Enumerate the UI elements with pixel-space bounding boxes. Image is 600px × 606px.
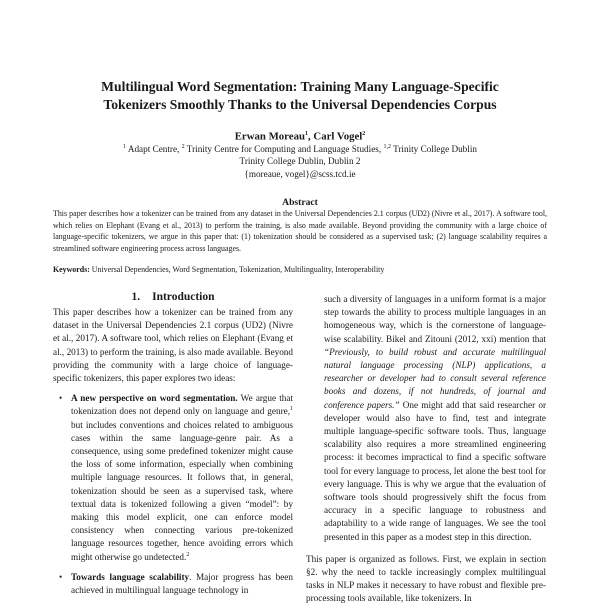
bullet-word-segmentation [53, 392, 293, 564]
section-title: Introduction [152, 291, 215, 303]
paper-title [40, 78, 560, 114]
right-column [306, 293, 546, 606]
author-2: Carl Vogel [313, 130, 363, 143]
bullet-2-text-left: been achieved in multilingual language technology in [71, 571, 293, 596]
affiliation-line-2: Trinity College Dublin, Dublin 2 [239, 156, 361, 167]
bullet-2-text-start: . Major progress has [189, 571, 276, 582]
bullet-icon: • [59, 571, 63, 582]
bullet-1-heading: A new perspective on word segmentation. [71, 393, 238, 404]
affil-tcd: Trinity College Dublin [390, 144, 477, 155]
bikel-zitouni-quote: “Previously, to build robust and accurate multilingual natural language processing (NLP) applications, a researcher or developer had to consult several reference books and dozens, if not hundreds, of journal and conference papers.” [324, 346, 546, 410]
author-1-affil-mark: 1 [304, 131, 308, 137]
affil-tcd-centre: Trinity Centre for Computing and Language Studies, [184, 144, 384, 155]
bullet-language-scalability [53, 571, 293, 597]
affil-mark-2: 2 [181, 144, 185, 150]
section-number: 1. [131, 291, 141, 303]
bullet-2-text-b: One might add that said researcher or developer would also have to find, test and integrate multiple language-specific software tools. Thus, language scalability also requires a more streamlined engineering process: it becomes impractical to find a specific software tool for every language to process, let alone the best tool for every language. This is why we argue that the evaluation of software tools should progressively shift the focus from accuracy in a specific language to robustness and adaptability to a wide range of languages. We see the tool presented in this paper as a modest step in this direction. [324, 399, 547, 542]
affil-adapt: Adapt Centre, [126, 144, 182, 155]
author-emails: {moreaue, vogel}@scss.tcd.ie [244, 168, 356, 179]
keywords-value: Universal Dependencies, Word Segmentation, Tokenization, Multilinguality, Interoperability [89, 265, 385, 274]
affil-mark-1: 1 [123, 144, 127, 150]
abstract-body: This paper describes how a tokenizer can be trained from any dataset in the Universal Dependencies 2.1 corpus (UD2) (Nivre et al., 2017). A software tool, which relies on Elephant (Evang et al., 2013) to perform the training, is also made available. Beyond providing the community with a large choice of language-specific tokenizers, we argue in this paper that: (1) tokenization should be considered as a supervised task; (2) language scalability requires a streamlined software engineering process across languages. [53, 209, 547, 253]
bullet-1-text-b: but includes conventions and choices related to ambiguous cases within the same language-genre pair. As a consequence, using some predefined tokenizer might cause the loss of some information, especially when combining multiple language resources. It follows that, in general, tokenization should be seen as a supervised task, where textual data is tokenized following a given “model”: by making this model explicit, one can enforce model consistency when connecting various pre-tokenized language resources together, hence avoiding errors which might otherwise go undetected. [71, 419, 293, 562]
bullet-icon: • [59, 393, 63, 404]
title-line-1: Multilingual Word Segmentation: Training Many Language-Specific [101, 79, 499, 94]
author-2-affil-mark: 2 [362, 131, 366, 137]
footnote-marker-2[interactable]: 2 [186, 551, 190, 558]
bullet-1-text-a: We argue that tokenization does not depend only on language and genre, [71, 393, 293, 417]
affiliations [40, 141, 560, 180]
author-1: Erwan Moreau [234, 130, 305, 143]
bullet-2-heading: Towards language scalability [71, 571, 190, 582]
keywords-label: Keywords: [53, 265, 90, 274]
title-line-2: Tokenizers Smoothly Thanks to the Universal Dependencies Corpus [103, 97, 497, 112]
bullet-2-continuation [306, 293, 546, 544]
section-heading-introduction [53, 290, 293, 304]
author-separator: , [307, 130, 314, 143]
intro-paragraph-2: This paper is organized as follows. First, we explain in section §2. why the need to tackle increasingly complex multilingual tasks in NLP makes it necessary to have robust and flexible pre-processing tools available, like tokenizers. In [306, 553, 546, 604]
abstract-heading: Abstract [282, 197, 318, 208]
affiliation-line-1 [40, 141, 560, 155]
affil-mark-12: 1,2 [383, 144, 391, 150]
left-column [53, 290, 293, 597]
keywords [53, 264, 547, 275]
intro-paragraph-1: This paper describes how a tokenizer can be trained from any dataset in the Universal Dependencies 2.1 corpus (UD2) (Nivre et al., 2017). A software tool, which relies on Elephant (Evang et al., 2013) to perform the training, is also made available. Beyond providing the community with a large choice of language-specific tokenizers, this paper explores two ideas: [53, 307, 293, 384]
bullet-2-text-right: such a diversity of languages in a uniform format is a major step towards the ability to process multiple languages in an homogeneous way, which is the cornerstone of language-wise scalability. Bikel and Zitouni (2012, xxi) mention that [324, 294, 546, 344]
footnote-marker-1[interactable]: 1 [290, 406, 293, 413]
